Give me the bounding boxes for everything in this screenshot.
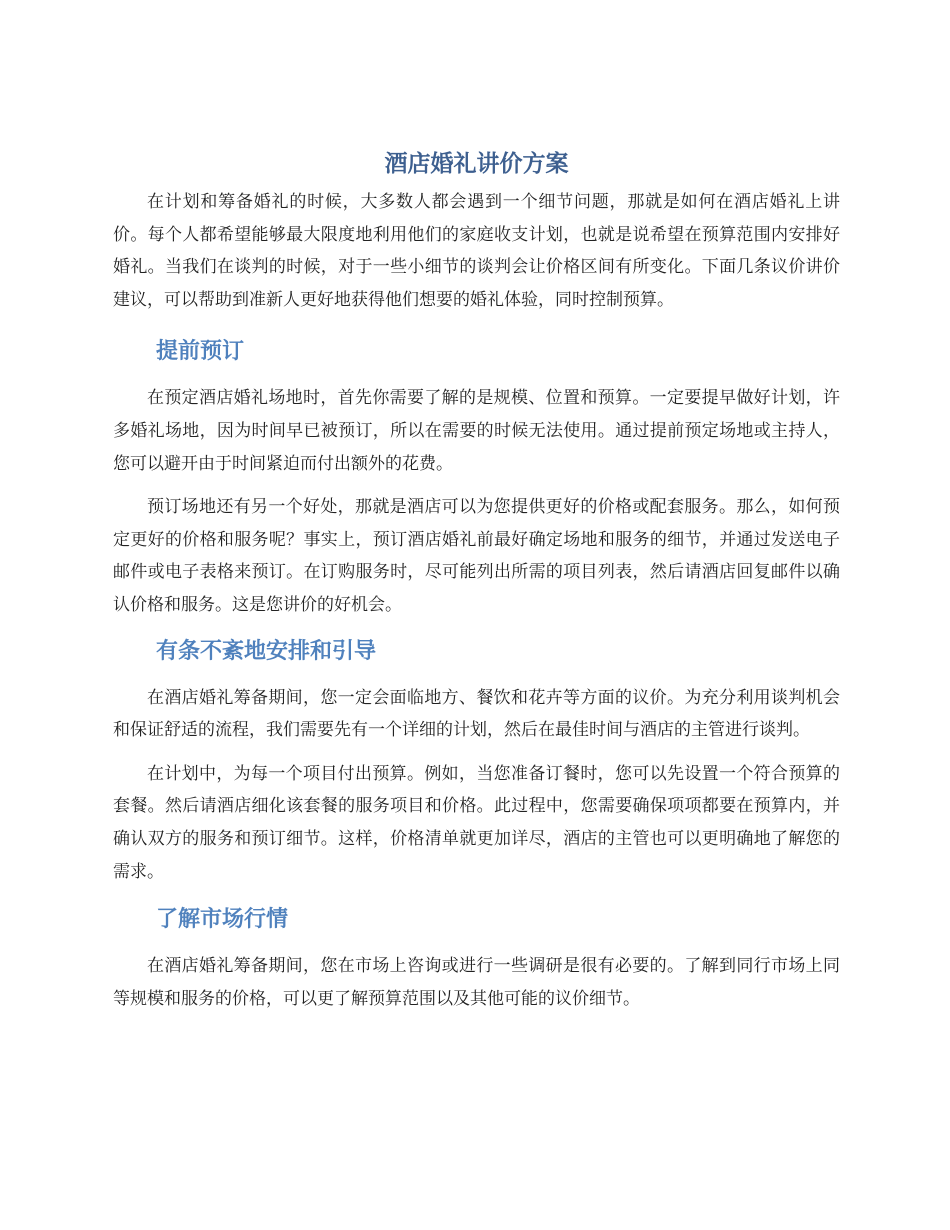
section-1-paragraph-2: 预订场地还有另一个好处，那就是酒店可以为您提供更好的价格或配套服务。那么，如何预定更好的价格和服务呢？事实上，预订酒店婚礼前最好确定场地和服务的细节，并通过发送电子邮件或电子表格来预订。在订购服务时，尽可能列出所需的项目列表，然后请酒店回复邮件以确认价格和服务。这是您讲价的好机会。 bbox=[113, 497, 840, 615]
document-page bbox=[113, 142, 840, 1015]
section-heading-advance-booking: 提前预订 bbox=[156, 339, 245, 365]
section-3-paragraph-1: 在酒店婚礼筹备期间，您在市场上咨询或进行一些调研是很有必要的。了解到同行市场上同等规模和服务的价格，可以更了解预算范围以及其他可能的议价细节。 bbox=[113, 956, 840, 1009]
intro-paragraph: 在计划和筹备婚礼的时候，大多数人都会遇到一个细节问题，那就是如何在酒店婚礼上讲价。每个人都希望能够最大限度地利用他们的家庭收支计划，也就是说希望在预算范围内安排好婚礼。当我们在谈判的时候，对于一些小细节的谈判会让价格区间有所变化。下面几条议价讲价建议，可以帮助到准新人更好地获得他们想要的婚礼体验，同时控制预算。 bbox=[113, 192, 840, 310]
section-1-paragraph-1: 在预定酒店婚礼场地时，首先你需要了解的是规模、位置和预算。一定要提早做好计划，许多婚礼场地，因为时间早已被预订，所以在需要的时候无法使用。通过提前预定场地或主持人，您可以避开由于时间紧迫而付出额外的花费。 bbox=[113, 388, 840, 474]
section-heading-orderly-arrangement: 有条不紊地安排和引导 bbox=[156, 638, 377, 664]
section-2-paragraph-2: 在计划中，为每一个项目付出预算。例如，当您准备订餐时，您可以先设置一个符合预算的套餐。然后请酒店细化该套餐的服务项目和价格。此过程中，您需要确保项项都要在预算内，并确认双方的服务和预订细节。这样，价格清单就更加详尽，酒店的主管也可以更明确地了解您的需求。 bbox=[113, 763, 840, 882]
document-title: 酒店婚礼讲价方案 bbox=[384, 151, 569, 177]
section-heading-market-research: 了解市场行情 bbox=[156, 907, 289, 933]
section-2-paragraph-1: 在酒店婚礼筹备期间，您一定会面临地方、餐饮和花卉等方面的议价。为充分利用谈判机会和保证舒适的流程，我们需要先有一个详细的计划，然后在最佳时间与酒店的主管进行谈判。 bbox=[113, 687, 840, 741]
